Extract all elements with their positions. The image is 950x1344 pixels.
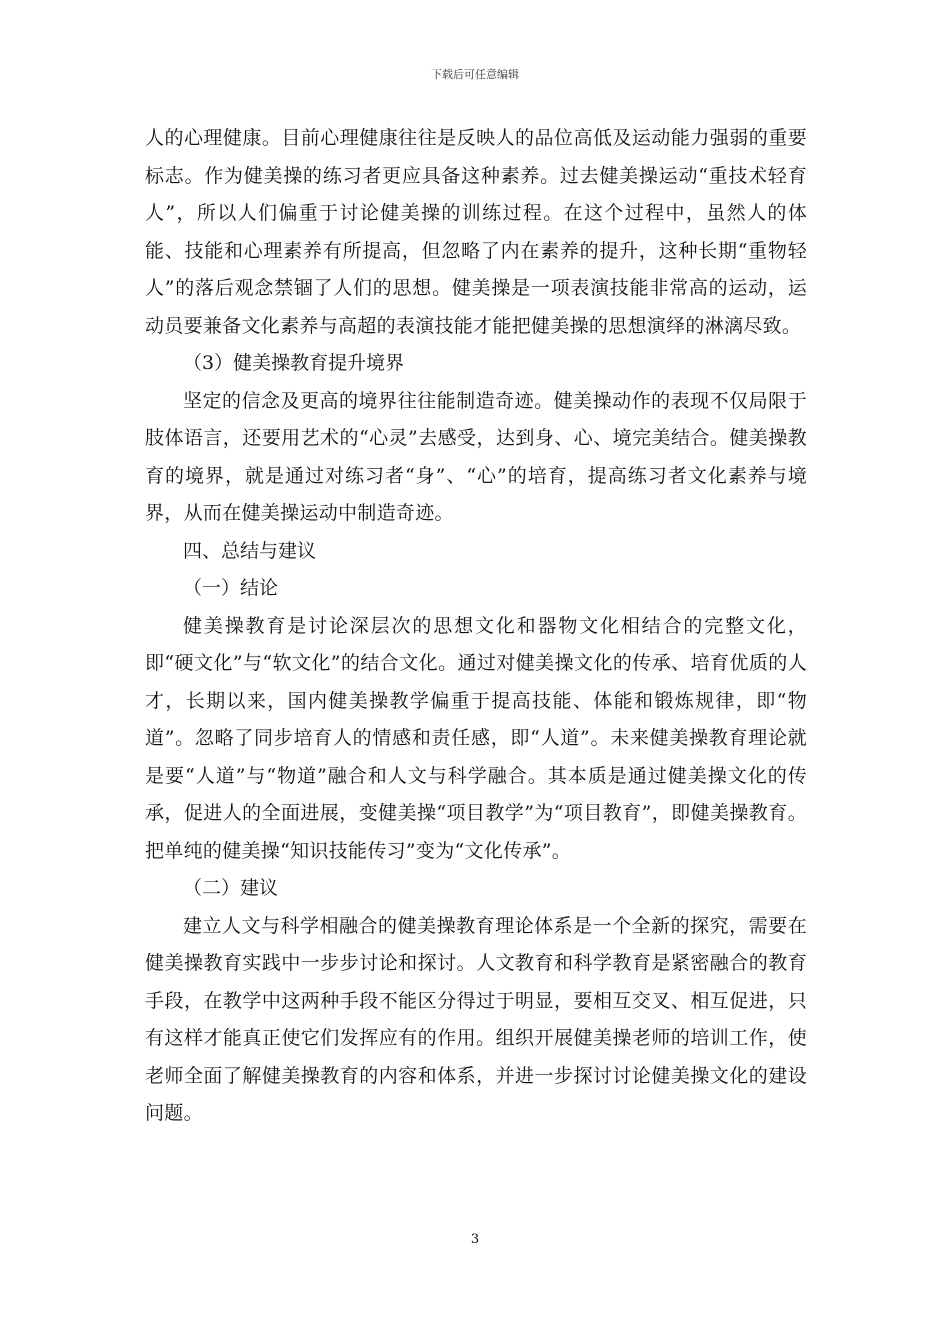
document-body <box>145 120 807 1133</box>
page-number: 3 <box>470 1232 480 1247</box>
paragraph-continued: 人的心理健康。目前心理健康往往是反映人的品位高低及运动能力强弱的重要标志。作为健美操的练习者更应具备这种素养。过去健美操运动“重技术轻育人”，所以人们偏重于讨论健美操的训练过程。在这个过程中，虽然人的体能、技能和心理素养有所提高，但忽略了内在素养的提升，这种长期“重物轻人”的落后观念禁锢了人们的思想。健美操是一项表演技能非常高的运动，运动员要兼备文化素养与高超的表演技能才能把健美操的思想演绎的淋漓尽致。 <box>145 127 807 337</box>
page-header-note: 下载后可任意编辑 <box>431 68 519 81</box>
section-heading-realm: （3）健美操教育提升境界 <box>183 352 405 374</box>
paragraph-suggestion: 建立人文与科学相融合的健美操教育理论体系是一个全新的探究，需要在健美操教育实践中一步步讨论和探讨。人文教育和科学教育是紧密融合的教育手段，在教学中这两种手段不能区分得过于明显，要相互交叉、相互促进，只有这样才能真正使它们发挥应有的作用。组织开展健美操老师的培训工作，使老师全面了解健美操教育的内容和体系，并进一步探讨讨论健美操文化的建设问题。 <box>145 914 807 1124</box>
paragraph-realm: 坚定的信念及更高的境界往往能制造奇迹。健美操动作的表现不仅局限于肢体语言，还要用艺术的“心灵”去感受，达到身、心、境完美结合。健美操教育的境界，就是通过对练习者“身”、“心”的培育，提高练习者文化素养与境界，从而在健美操运动中制造奇迹。 <box>145 389 807 524</box>
subheading-conclusion: （一）结论 <box>183 577 279 599</box>
subheading-suggestion: （二）建议 <box>183 877 279 899</box>
paragraph-conclusion: 健美操教育是讨论深层次的思想文化和器物文化相结合的完整文化，即“硬文化”与“软文化”的结合文化。通过对健美操文化的传承、培育优质的人才，长期以来，国内健美操教学偏重于提高技能、体能和锻炼规律，即“物道”。忽略了同步培育人的情感和责任感，即“人道”。未来健美操教育理论就是要“人道”与“物道”融合和人文与科学融合。其本质是通过健美操文化的传承，促进人的全面进展，变健美操“项目教学”为“项目教育”，即健美操教育。把单纯的健美操“知识技能传习”变为“文化传承”。 <box>145 614 807 862</box>
section-heading-summary: 四、总结与建议 <box>183 539 317 562</box>
